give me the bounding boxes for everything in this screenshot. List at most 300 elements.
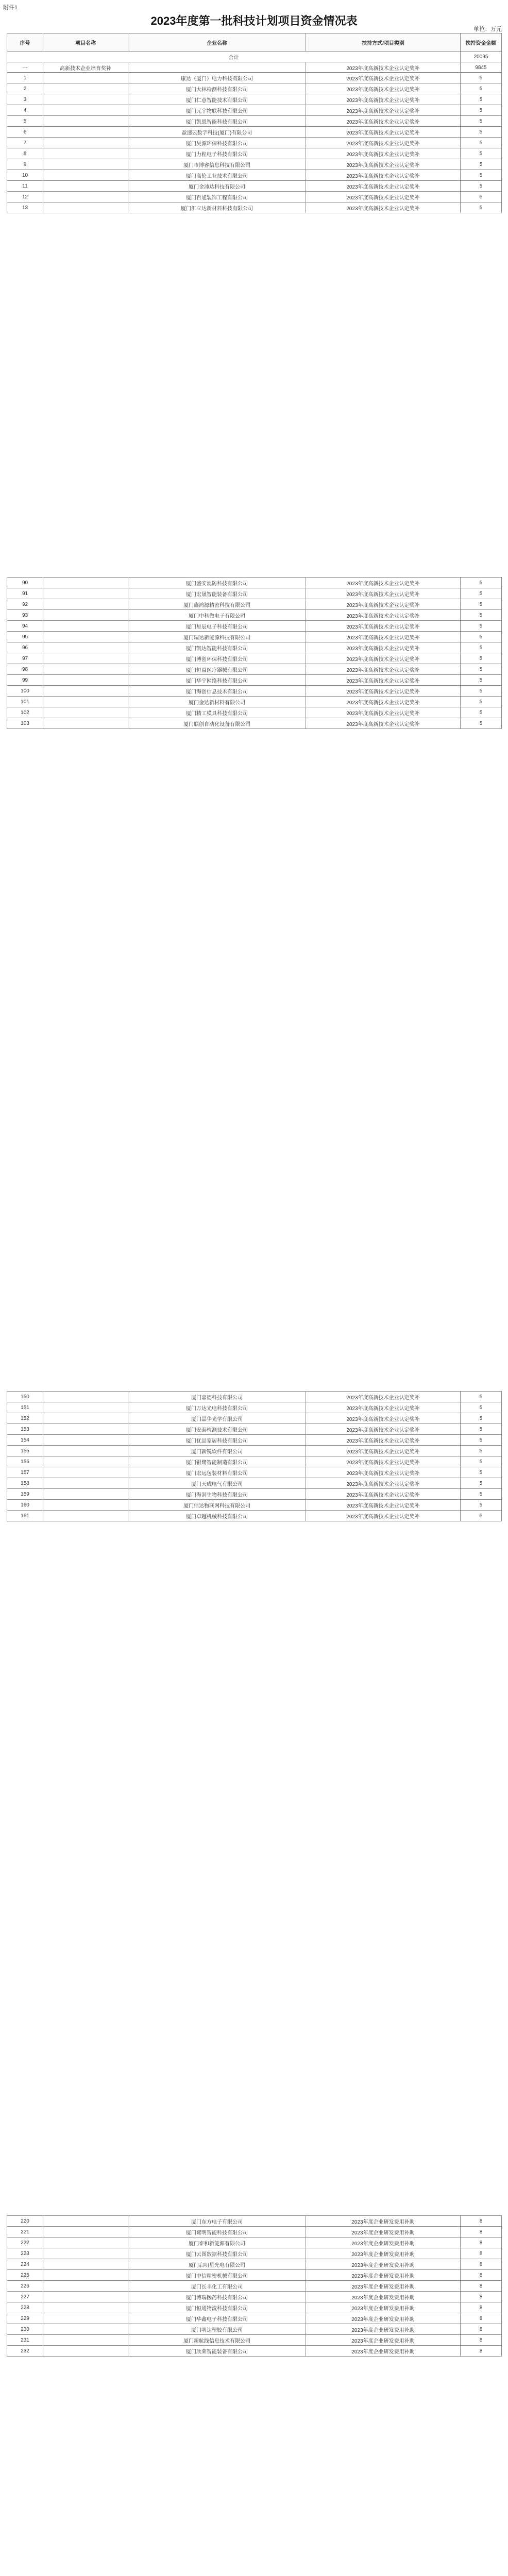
- row-type: 2023年度高新技术企业认定奖补: [306, 105, 461, 116]
- table-row: [7, 588, 502, 599]
- row-index: 158: [7, 1478, 43, 1489]
- row-project: [43, 718, 128, 729]
- row-amount: 8: [461, 2335, 502, 2346]
- row-enterprise: 厦门鑫鸿源精密科技有限公司: [128, 599, 306, 610]
- row-enterprise: 厦门汇立达新材料科技有限公司: [128, 202, 306, 213]
- row-enterprise: 厦门启明星光电有限公司: [128, 2259, 306, 2270]
- attachment-label: 附件1: [3, 5, 18, 11]
- row-enterprise: 厦门华鑫电子科技有限公司: [128, 2313, 306, 2324]
- row-index: 98: [7, 664, 43, 675]
- row-project: [43, 83, 128, 94]
- row-type: 2023年度高新技术企业认定奖补: [306, 1478, 461, 1489]
- row-amount: 8: [461, 2346, 502, 2357]
- row-type: 2023年度高新技术企业认定奖补: [306, 94, 461, 105]
- row-index: 161: [7, 1511, 43, 1521]
- row-index: 232: [7, 2346, 43, 2357]
- row-project: [43, 2335, 128, 2346]
- table-row: [7, 707, 502, 718]
- table-row: [7, 2313, 502, 2324]
- row-amount: 5: [461, 138, 502, 148]
- row-type: 2023年度高新技术企业认定奖补: [306, 73, 461, 83]
- row-enterprise: 厦门海创信息技术有限公司: [128, 686, 306, 697]
- row-enterprise: 厦门盛安消防科技有限公司: [128, 578, 306, 588]
- row-type: 2023年度企业研发费用补助: [306, 2346, 461, 2357]
- group-amount: 9845: [461, 62, 502, 73]
- row-type: 2023年度企业研发费用补助: [306, 2270, 461, 2281]
- row-project: [43, 2227, 128, 2238]
- row-amount: 5: [461, 1413, 502, 1424]
- row-project: [43, 642, 128, 653]
- row-amount: 8: [461, 2313, 502, 2324]
- row-type: 2023年度企业研发费用补助: [306, 2324, 461, 2335]
- row-project: [43, 610, 128, 621]
- row-index: 152: [7, 1413, 43, 1424]
- row-type: 2023年度企业研发费用补助: [306, 2248, 461, 2259]
- table-row: [7, 2238, 502, 2248]
- row-project: [43, 707, 128, 718]
- row-type: 2023年度高新技术企业认定奖补: [306, 599, 461, 610]
- table-row: [7, 1489, 502, 1500]
- row-index: 95: [7, 632, 43, 642]
- row-type: 2023年度高新技术企业认定奖补: [306, 1392, 461, 1402]
- row-amount: 5: [461, 1402, 502, 1413]
- row-index: 92: [7, 599, 43, 610]
- row-amount: 5: [461, 1467, 502, 1478]
- row-enterprise: 厦门新锐软件有限公司: [128, 1446, 306, 1456]
- table-row: [7, 2216, 502, 2227]
- row-project: [43, 2216, 128, 2227]
- row-amount: 5: [461, 707, 502, 718]
- table-row: [7, 642, 502, 653]
- row-amount: 8: [461, 2292, 502, 2302]
- row-amount: 8: [461, 2302, 502, 2313]
- row-type: 2023年度高新技术企业认定奖补: [306, 1424, 461, 1435]
- table-row: [7, 159, 502, 170]
- table-row: [7, 2324, 502, 2335]
- total-amount: 20095: [461, 52, 502, 62]
- row-index: 2: [7, 83, 43, 94]
- table-row: [7, 2227, 502, 2238]
- row-amount: 5: [461, 1446, 502, 1456]
- row-amount: 5: [461, 599, 502, 610]
- row-amount: 8: [461, 2281, 502, 2292]
- table-row: [7, 2248, 502, 2259]
- row-project: [43, 2324, 128, 2335]
- row-index: 228: [7, 2302, 43, 2313]
- row-index: 226: [7, 2281, 43, 2292]
- row-type: 2023年度高新技术企业认定奖补: [306, 642, 461, 653]
- row-project: [43, 73, 128, 83]
- row-project: [43, 1478, 128, 1489]
- row-amount: 5: [461, 621, 502, 632]
- row-index: 160: [7, 1500, 43, 1511]
- table-row: [7, 2281, 502, 2292]
- header-enterprise: 企业名称: [128, 33, 306, 52]
- row-amount: 8: [461, 2248, 502, 2259]
- row-project: [43, 138, 128, 148]
- row-index: 153: [7, 1424, 43, 1435]
- row-enterprise: 厦门星辰电子科技有限公司: [128, 621, 306, 632]
- row-type: 2023年度企业研发费用补助: [306, 2302, 461, 2313]
- table-row: [7, 94, 502, 105]
- row-enterprise: 厦门云图数据科技有限公司: [128, 2248, 306, 2259]
- row-project: [43, 159, 128, 170]
- row-enterprise: 厦门联创自动化设备有限公司: [128, 718, 306, 729]
- header-project: 项目名称: [43, 33, 128, 52]
- table-row: [7, 1446, 502, 1456]
- row-type: 2023年度企业研发费用补助: [306, 2238, 461, 2248]
- row-index: 101: [7, 697, 43, 707]
- row-project: [43, 2270, 128, 2281]
- row-project: [43, 621, 128, 632]
- row-enterprise: 厦门东方电子有限公司: [128, 2216, 306, 2227]
- row-index: 6: [7, 127, 43, 138]
- table-row: [7, 2335, 502, 2346]
- group-row: [7, 62, 502, 73]
- row-amount: 5: [461, 578, 502, 588]
- row-amount: 8: [461, 2238, 502, 2248]
- row-amount: 5: [461, 73, 502, 83]
- row-type: 2023年度高新技术企业认定奖补: [306, 1456, 461, 1467]
- table-row: [7, 105, 502, 116]
- row-type: 2023年度企业研发费用补助: [306, 2281, 461, 2292]
- table-row: [7, 653, 502, 664]
- row-project: [43, 2302, 128, 2313]
- row-amount: 5: [461, 159, 502, 170]
- row-type: 2023年度高新技术企业认定奖补: [306, 653, 461, 664]
- row-index: 154: [7, 1435, 43, 1446]
- row-type: 2023年度高新技术企业认定奖补: [306, 1402, 461, 1413]
- total-label: 合计: [7, 52, 461, 62]
- table-row: [7, 170, 502, 181]
- row-type: 2023年度高新技术企业认定奖补: [306, 697, 461, 707]
- row-project: [43, 1500, 128, 1511]
- row-amount: 5: [461, 148, 502, 159]
- row-enterprise: 盈速云数字科技(厦门)有限公司: [128, 127, 306, 138]
- row-index: 231: [7, 2335, 43, 2346]
- header-amount: 扶持资金金额: [461, 33, 502, 52]
- funding-table-section: [7, 1391, 502, 1521]
- row-enterprise: 厦门凯恩智能科技有限公司: [128, 116, 306, 127]
- table-row: [7, 2292, 502, 2302]
- row-enterprise: 厦门万达光电科技有限公司: [128, 1402, 306, 1413]
- row-type: 2023年度高新技术企业认定奖补: [306, 632, 461, 642]
- row-index: 8: [7, 148, 43, 159]
- row-amount: 5: [461, 632, 502, 642]
- row-index: 150: [7, 1392, 43, 1402]
- table-row: [7, 675, 502, 686]
- row-type: 2023年度高新技术企业认定奖补: [306, 1467, 461, 1478]
- row-enterprise: 厦门瑞达新能源科技有限公司: [128, 632, 306, 642]
- row-project: [43, 578, 128, 588]
- row-index: 103: [7, 718, 43, 729]
- row-index: 1: [7, 73, 43, 83]
- row-enterprise: 厦门高伦工业技术有限公司: [128, 170, 306, 181]
- row-index: 223: [7, 2248, 43, 2259]
- row-project: [43, 127, 128, 138]
- group-type: 2023年度高新技术企业认定奖补: [306, 62, 461, 73]
- row-enterprise: 厦门精工模具科技有限公司: [128, 707, 306, 718]
- row-index: 4: [7, 105, 43, 116]
- row-amount: 5: [461, 686, 502, 697]
- row-amount: 5: [461, 664, 502, 675]
- row-type: 2023年度高新技术企业认定奖补: [306, 170, 461, 181]
- row-type: 2023年度高新技术企业认定奖补: [306, 621, 461, 632]
- table-row: [7, 664, 502, 675]
- row-type: 2023年度高新技术企业认定奖补: [306, 1511, 461, 1521]
- row-enterprise: 厦门天成电气有限公司: [128, 1478, 306, 1489]
- row-index: 94: [7, 621, 43, 632]
- row-project: [43, 2313, 128, 2324]
- row-project: [43, 1489, 128, 1500]
- row-index: 222: [7, 2238, 43, 2248]
- row-type: 2023年度高新技术企业认定奖补: [306, 1413, 461, 1424]
- table-row: [7, 2270, 502, 2281]
- row-project: [43, 192, 128, 202]
- row-index: 10: [7, 170, 43, 181]
- row-project: [43, 2346, 128, 2357]
- group-enterprise: [128, 62, 306, 73]
- row-index: 93: [7, 610, 43, 621]
- funding-table-section: [7, 577, 502, 729]
- table-row: [7, 83, 502, 94]
- row-project: [43, 675, 128, 686]
- row-type: 2023年度高新技术企业认定奖补: [306, 202, 461, 213]
- row-type: 2023年度高新技术企业认定奖补: [306, 148, 461, 159]
- table-row: [7, 1478, 502, 1489]
- row-type: 2023年度高新技术企业认定奖补: [306, 588, 461, 599]
- row-enterprise: 厦门泰和新能源有限公司: [128, 2238, 306, 2248]
- row-type: 2023年度高新技术企业认定奖补: [306, 610, 461, 621]
- row-amount: 5: [461, 1435, 502, 1446]
- row-index: 155: [7, 1446, 43, 1456]
- row-enterprise: 厦门金沛达科技有限公司: [128, 181, 306, 192]
- row-enterprise: 厦门凯达智能科技有限公司: [128, 642, 306, 653]
- row-enterprise: 厦门嘉德科技有限公司: [128, 1392, 306, 1402]
- row-enterprise: 厦门信达物联网科技有限公司: [128, 1500, 306, 1511]
- row-amount: 5: [461, 588, 502, 599]
- table-row: [7, 1467, 502, 1478]
- row-index: 91: [7, 588, 43, 599]
- table-row: [7, 127, 502, 138]
- row-project: [43, 1424, 128, 1435]
- row-amount: 5: [461, 202, 502, 213]
- row-amount: 5: [461, 1424, 502, 1435]
- row-amount: 5: [461, 181, 502, 192]
- row-amount: 5: [461, 653, 502, 664]
- row-project: [43, 697, 128, 707]
- row-enterprise: 厦门优品家居科技有限公司: [128, 1435, 306, 1446]
- row-enterprise: 厦门宏远包装材料有限公司: [128, 1467, 306, 1478]
- row-project: [43, 170, 128, 181]
- table-row: [7, 599, 502, 610]
- row-amount: 5: [461, 642, 502, 653]
- table-row: [7, 1456, 502, 1467]
- row-enterprise: 厦门金达新材料有限公司: [128, 697, 306, 707]
- row-type: 2023年度高新技术企业认定奖补: [306, 686, 461, 697]
- table-row: [7, 1424, 502, 1435]
- total-row: [7, 52, 502, 62]
- row-project: [43, 599, 128, 610]
- table-row: [7, 2346, 502, 2357]
- row-index: 5: [7, 116, 43, 127]
- row-project: [43, 632, 128, 642]
- table-row: [7, 73, 502, 83]
- row-amount: 8: [461, 2324, 502, 2335]
- row-type: 2023年度高新技术企业认定奖补: [306, 159, 461, 170]
- table-row: [7, 116, 502, 127]
- row-type: 2023年度高新技术企业认定奖补: [306, 664, 461, 675]
- table-row: [7, 1500, 502, 1511]
- row-project: [43, 2248, 128, 2259]
- row-project: [43, 653, 128, 664]
- row-project: [43, 686, 128, 697]
- row-project: [43, 588, 128, 599]
- row-amount: 5: [461, 1392, 502, 1402]
- row-index: 13: [7, 202, 43, 213]
- row-index: 11: [7, 181, 43, 192]
- table-row: [7, 148, 502, 159]
- row-enterprise: 厦门鹭明智能科技有限公司: [128, 2227, 306, 2238]
- row-project: [43, 116, 128, 127]
- row-amount: 8: [461, 2227, 502, 2238]
- row-enterprise: 厦门长丰化工有限公司: [128, 2281, 306, 2292]
- table-row: [7, 578, 502, 588]
- row-index: 221: [7, 2227, 43, 2238]
- row-amount: 5: [461, 83, 502, 94]
- row-index: 102: [7, 707, 43, 718]
- row-enterprise: 厦门欣荣智能装备有限公司: [128, 2346, 306, 2357]
- row-project: [43, 94, 128, 105]
- table-row: [7, 1413, 502, 1424]
- table-row: [7, 2259, 502, 2270]
- table-row: [7, 1435, 502, 1446]
- row-enterprise: 厦门恒通物流科技有限公司: [128, 2302, 306, 2313]
- table-row: [7, 202, 502, 213]
- row-enterprise: 厦门海润生物科技有限公司: [128, 1489, 306, 1500]
- row-project: [43, 664, 128, 675]
- row-type: 2023年度高新技术企业认定奖补: [306, 718, 461, 729]
- row-type: 2023年度企业研发费用补助: [306, 2216, 461, 2227]
- funding-table-section: [7, 72, 502, 213]
- row-project: [43, 1456, 128, 1467]
- header-index: 序号: [7, 33, 43, 52]
- row-index: 220: [7, 2216, 43, 2227]
- row-index: 90: [7, 578, 43, 588]
- group-label: 高新技术企业培育奖补: [43, 62, 128, 73]
- row-type: 2023年度高新技术企业认定奖补: [306, 578, 461, 588]
- table-row: [7, 1392, 502, 1402]
- table-row: [7, 632, 502, 642]
- row-amount: 5: [461, 170, 502, 181]
- table-row: [7, 621, 502, 632]
- header-type: 扶持方式/项目类别: [306, 33, 461, 52]
- row-enterprise: 厦门宏晟智能装备有限公司: [128, 588, 306, 599]
- row-index: 224: [7, 2259, 43, 2270]
- row-index: 230: [7, 2324, 43, 2335]
- row-index: 100: [7, 686, 43, 697]
- row-type: 2023年度高新技术企业认定奖补: [306, 1435, 461, 1446]
- row-enterprise: 厦门昊源环保科技有限公司: [128, 138, 306, 148]
- row-project: [43, 1446, 128, 1456]
- row-project: [43, 105, 128, 116]
- row-project: [43, 1413, 128, 1424]
- row-type: 2023年度高新技术企业认定奖补: [306, 181, 461, 192]
- row-type: 2023年度高新技术企业认定奖补: [306, 1446, 461, 1456]
- row-type: 2023年度企业研发费用补助: [306, 2335, 461, 2346]
- row-amount: 5: [461, 192, 502, 202]
- row-amount: 5: [461, 105, 502, 116]
- row-amount: 5: [461, 1478, 502, 1489]
- row-project: [43, 1402, 128, 1413]
- row-amount: 5: [461, 116, 502, 127]
- row-index: 227: [7, 2292, 43, 2302]
- row-type: 2023年度高新技术企业认定奖补: [306, 1489, 461, 1500]
- row-index: 7: [7, 138, 43, 148]
- row-project: [43, 202, 128, 213]
- row-enterprise: 厦门元宇物联科技有限公司: [128, 105, 306, 116]
- row-project: [43, 1467, 128, 1478]
- row-enterprise: 厦门博创环保科技有限公司: [128, 653, 306, 664]
- table-row: [7, 138, 502, 148]
- row-type: 2023年度高新技术企业认定奖补: [306, 138, 461, 148]
- row-enterprise: 厦门百旭装饰工程有限公司: [128, 192, 306, 202]
- row-type: 2023年度高新技术企业认定奖补: [306, 675, 461, 686]
- table-row: [7, 1402, 502, 1413]
- table-row: [7, 1511, 502, 1521]
- row-type: 2023年度企业研发费用补助: [306, 2313, 461, 2324]
- row-type: 2023年度高新技术企业认定奖补: [306, 192, 461, 202]
- row-type: 2023年度高新技术企业认定奖补: [306, 83, 461, 94]
- row-enterprise: 厦门中科微电子有限公司: [128, 610, 306, 621]
- row-amount: 5: [461, 1489, 502, 1500]
- row-type: 2023年度企业研发费用补助: [306, 2259, 461, 2270]
- row-index: 99: [7, 675, 43, 686]
- row-enterprise: 厦门仁意智能技术有限公司: [128, 94, 306, 105]
- row-enterprise: 厦门恒益医疗器械有限公司: [128, 664, 306, 675]
- row-amount: 5: [461, 718, 502, 729]
- row-index: 96: [7, 642, 43, 653]
- funding-table-part-1: [7, 33, 502, 73]
- row-amount: 5: [461, 1456, 502, 1467]
- row-project: [43, 2281, 128, 2292]
- row-index: 229: [7, 2313, 43, 2324]
- row-enterprise: 厦门安泰检测技术有限公司: [128, 1424, 306, 1435]
- row-project: [43, 2259, 128, 2270]
- row-enterprise: 厦门华宇网络科技有限公司: [128, 675, 306, 686]
- row-amount: 8: [461, 2216, 502, 2227]
- row-enterprise: 厦门力程电子科技有限公司: [128, 148, 306, 159]
- row-enterprise: 厦门中信精密机械有限公司: [128, 2270, 306, 2281]
- table-row: [7, 686, 502, 697]
- unit-label: 单位：万元: [473, 26, 502, 32]
- row-enterprise: 厦门新航线信息技术有限公司: [128, 2335, 306, 2346]
- row-amount: 5: [461, 1511, 502, 1521]
- row-amount: 5: [461, 127, 502, 138]
- row-index: 97: [7, 653, 43, 664]
- row-enterprise: 厦门大林检测科技有限公司: [128, 83, 306, 94]
- row-enterprise: 厦门卓越机械科技有限公司: [128, 1511, 306, 1521]
- row-index: 12: [7, 192, 43, 202]
- row-type: 2023年度高新技术企业认定奖补: [306, 116, 461, 127]
- row-amount: 8: [461, 2259, 502, 2270]
- row-amount: 5: [461, 610, 502, 621]
- row-amount: 8: [461, 2270, 502, 2281]
- table-header-row: [7, 33, 502, 52]
- row-index: 151: [7, 1402, 43, 1413]
- row-enterprise: 厦门明达塑胶有限公司: [128, 2324, 306, 2335]
- row-index: 225: [7, 2270, 43, 2281]
